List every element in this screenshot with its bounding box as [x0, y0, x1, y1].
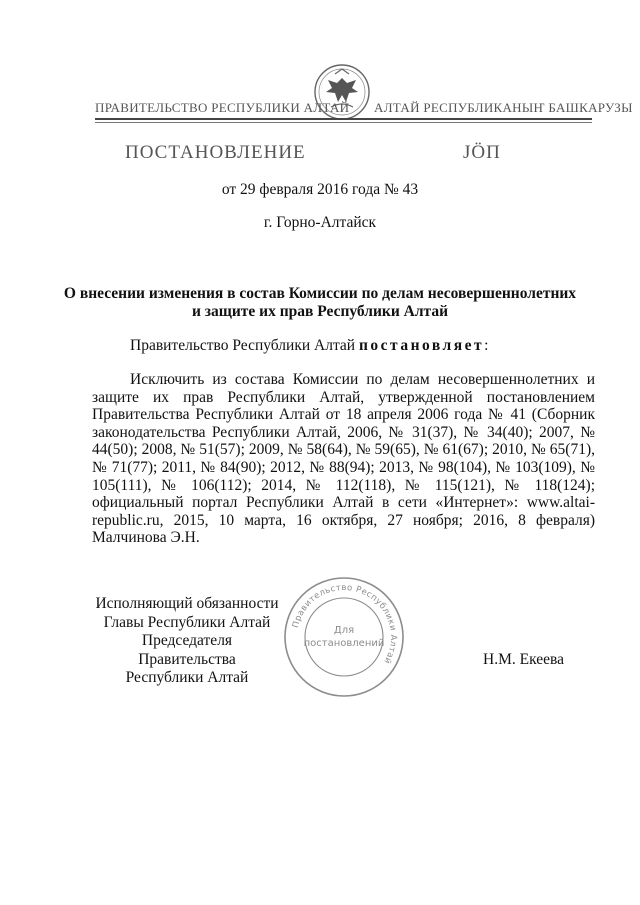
official-stamp	[282, 575, 406, 699]
preamble-colon: :	[484, 337, 489, 354]
document-title-line2: и защите их прав Республики Алтай	[191, 303, 449, 320]
signature-line1: Исполняющий обязанности	[95, 595, 279, 612]
stamp-ring-text: Правительство Республики Алтай	[290, 582, 399, 666]
signatory-name: Н.М. Екеева	[483, 651, 564, 668]
document-city: г. Горно-Алтайск	[263, 214, 377, 231]
document-kind-ru: ПОСТАНОВЛЕНИЕ	[125, 142, 306, 163]
body-paragraph: Исключить из состава Комиссии по делам несовершеннолетних и защите их прав Республики Алтай, утвержденной постановлением Правительства Республики Алтай от 18 апреля 2006 года № 41 (Сборник законодательства Республики Алтай, 2006, № 31(37), № 34(40); 2007, № 44(50); 2008, № 51(57); 2009, № 58(64), № 59(65), № 61(67); 2010, № 65(71), № 71(77); 2011, № 84(90); 2012, № 88(94); 2013, № 98(104), № 103(109), № 105(111), № 106(112); 2014, № 112(118), № 115(121), № 118(124); официальный портал Республики Алтай в сети «Интернет»: www.altai-republic.ru, 2015, 10 марта, 16 октября, 27 ноября; 2016, 8 февраля) Малчинова Э.Н.	[92, 371, 595, 547]
header-left-title: ПРАВИТЕЛЬСТВО РЕСПУБЛИКИ АЛТАЙ	[95, 100, 350, 115]
preamble-text: Правительство Республики Алтай	[130, 337, 359, 354]
header-divider-thin	[95, 122, 592, 123]
header-divider	[95, 118, 592, 120]
stamp-center-line2: постановлений	[303, 638, 385, 649]
stamp-center-line1: Для	[333, 625, 355, 636]
preamble-action: постановляет	[358, 337, 485, 354]
header-right-title: АЛТАЙ РЕСПУБЛИКАНЫҤ БАШКАРУЗЫ	[374, 100, 633, 115]
signature-line4: Республики Алтай	[125, 669, 249, 686]
document-title-line1: О внесении изменения в состав Комиссии по делам несовершеннолетних	[63, 285, 577, 302]
signature-position	[92, 595, 282, 688]
preamble	[130, 337, 488, 355]
document-kind-alt: ЈӦП	[463, 142, 501, 163]
signature-line3: Председателя Правительства	[138, 632, 236, 668]
document-date-number: от 29 февраля 2016 года № 43	[221, 181, 419, 198]
signature-line2: Главы Республики Алтай	[103, 613, 271, 631]
